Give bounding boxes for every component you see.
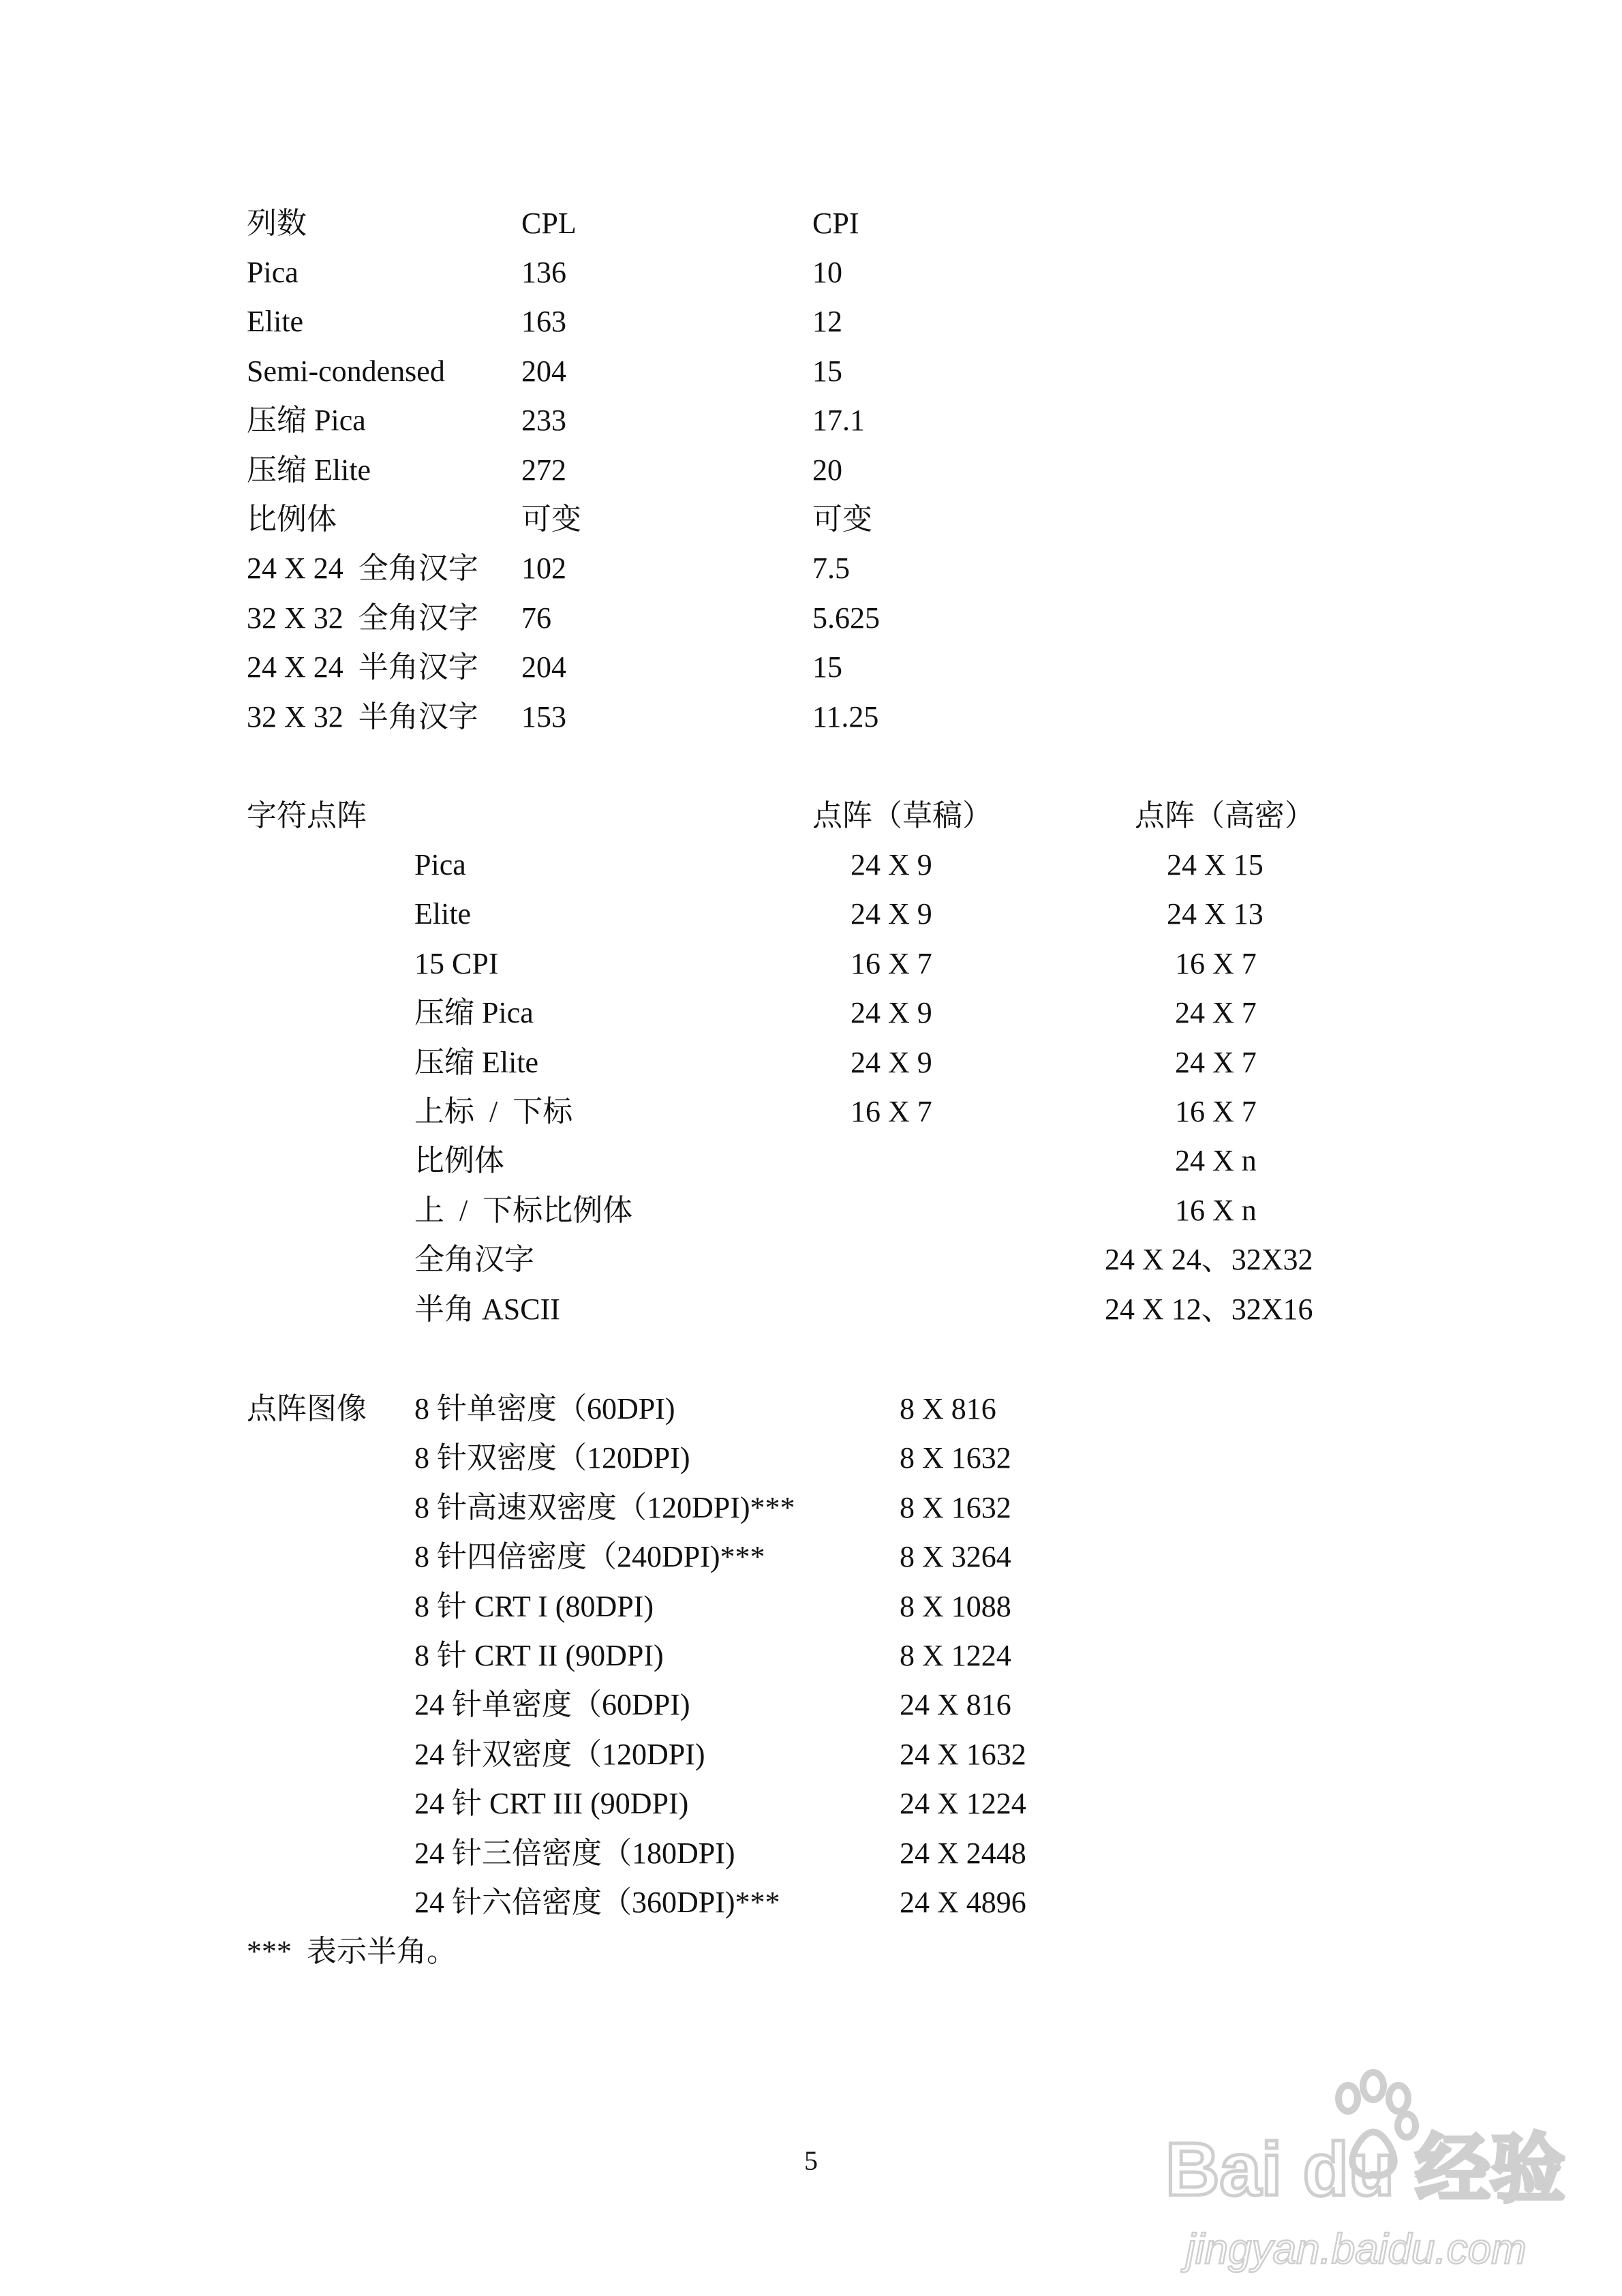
columns-row-label: 32 X 32 全角汉字	[247, 601, 478, 635]
cpi-value: 11.25	[812, 699, 879, 734]
columns-row-label: 比例体	[247, 502, 337, 536]
image-mode-label: 8 针 CRT I (80DPI)	[414, 1589, 654, 1623]
image-resolution-value: 8 X 816	[900, 1392, 996, 1425]
image-resolution-value: 8 X 3264	[900, 1540, 1011, 1574]
image-resolution-value: 8 X 1224	[900, 1639, 1011, 1672]
matrix-row-label: 半角 ASCII	[414, 1292, 560, 1326]
draft-matrix-value: 16 X 7	[851, 1095, 932, 1128]
hd-matrix-value: 16 X n	[1175, 1193, 1257, 1227]
matrix-row-label: 压缩 Pica	[414, 996, 534, 1030]
hd-matrix-value: 24 X 7	[1175, 996, 1257, 1030]
image-resolution-value: 24 X 816	[900, 1688, 1011, 1722]
draft-matrix-value: 24 X 9	[851, 996, 932, 1030]
hd-matrix-value: 16 X 7	[1175, 1095, 1257, 1128]
matrix-row-label: 比例体	[414, 1144, 504, 1178]
cpi-value: 12	[812, 305, 842, 339]
image-resolution-value: 24 X 4896	[900, 1886, 1026, 1919]
cpl-value: 272	[521, 453, 566, 487]
image-mode-label: 24 针单密度（60DPI)	[414, 1688, 690, 1722]
hd-matrix-value: 24 X 12、32X16	[1105, 1292, 1313, 1326]
image-resolution-value: 24 X 1632	[900, 1737, 1026, 1771]
columns-row-label: Elite	[247, 305, 304, 339]
cpl-value: 76	[521, 601, 551, 635]
cpl-value: 204	[521, 650, 566, 684]
image-resolution-value: 8 X 1632	[900, 1490, 1011, 1524]
image-mode-label: 8 针四倍密度（240DPI)***	[414, 1540, 765, 1574]
columns-row-label: 压缩 Pica	[247, 404, 366, 438]
matrix-row-label: 压缩 Elite	[414, 1045, 539, 1079]
hd-matrix-value: 16 X 7	[1175, 946, 1257, 980]
draft-matrix-header: 点阵（草稿）	[812, 799, 992, 832]
hd-matrix-value: 24 X 7	[1175, 1045, 1257, 1079]
columns-row-label: Pica	[247, 256, 299, 289]
cpi-value: 20	[812, 453, 842, 487]
image-mode-label: 8 针双密度（120DPI)	[414, 1441, 690, 1475]
hd-matrix-header: 点阵（高密）	[1135, 799, 1315, 832]
svg-text:Bai du 经验: Bai du 经验	[1165, 2128, 1565, 2211]
cpl-value: 102	[521, 552, 566, 586]
image-mode-label: 24 针三倍密度（180DPI)	[414, 1836, 735, 1870]
image-resolution-value: 8 X 1088	[900, 1589, 1011, 1623]
hd-matrix-value: 24 X 24、32X32	[1105, 1243, 1313, 1277]
image-mode-label: 8 针 CRT II (90DPI)	[414, 1639, 664, 1672]
draft-matrix-value: 16 X 7	[851, 946, 932, 980]
columns-row-label: 压缩 Elite	[247, 453, 371, 487]
cpi-value: 15	[812, 354, 842, 388]
footnote: *** 表示半角。	[247, 1935, 457, 1968]
matrix-row-label: 15 CPI	[414, 946, 499, 980]
cpl-value: 204	[521, 354, 566, 388]
columns-row-label: 24 X 24 半角汉字	[247, 650, 478, 684]
hd-matrix-value: 24 X 13	[1167, 897, 1264, 931]
matrix-title: 字符点阵	[247, 799, 367, 832]
image-mode-label: 24 针六倍密度（360DPI)***	[414, 1886, 780, 1919]
cpi-header: CPI	[812, 207, 859, 240]
cpl-value: 153	[521, 699, 566, 734]
cpi-value: 可变	[812, 502, 872, 536]
image-title: 点阵图像	[247, 1392, 367, 1425]
cpi-value: 5.625	[812, 601, 880, 635]
columns-row-label: Semi-condensed	[247, 354, 445, 388]
image-resolution-value: 8 X 1632	[900, 1441, 1011, 1475]
svg-text:jingyan.baidu.com: jingyan.baidu.com	[1186, 2226, 1527, 2273]
draft-matrix-value: 24 X 9	[851, 848, 932, 881]
cpi-value: 17.1	[812, 404, 865, 438]
hd-matrix-value: 24 X n	[1175, 1144, 1257, 1178]
baidu-jingyan-watermark	[1152, 2059, 1588, 2284]
image-mode-label: 24 针双密度（120DPI)	[414, 1737, 705, 1771]
cpi-value: 15	[812, 650, 842, 684]
cpl-header: CPL	[521, 207, 577, 240]
cpi-value: 7.5	[812, 552, 850, 586]
matrix-row-label: Elite	[414, 897, 472, 931]
image-mode-label: 24 针 CRT III (90DPI)	[414, 1787, 689, 1821]
cpl-value: 163	[521, 305, 566, 339]
page-number: 5	[804, 2145, 818, 2176]
columns-header-label: 列数	[247, 207, 307, 240]
matrix-row-label: Pica	[414, 848, 466, 881]
baidu-paw-logo-icon	[1152, 2059, 1588, 2284]
matrix-row-label: 上 / 下标比例体	[414, 1193, 633, 1227]
cpl-value: 136	[521, 256, 566, 289]
cpi-value: 10	[812, 256, 842, 289]
image-resolution-value: 24 X 2448	[900, 1836, 1026, 1870]
matrix-row-label: 上标 / 下标	[414, 1095, 573, 1128]
draft-matrix-value: 24 X 9	[851, 897, 932, 931]
columns-row-label: 24 X 24 全角汉字	[247, 552, 478, 586]
hd-matrix-value: 24 X 15	[1167, 848, 1264, 881]
image-resolution-value: 24 X 1224	[900, 1787, 1026, 1821]
draft-matrix-value: 24 X 9	[851, 1045, 932, 1079]
image-mode-label: 8 针高速双密度（120DPI)***	[414, 1490, 795, 1524]
columns-row-label: 32 X 32 半角汉字	[247, 699, 478, 734]
matrix-row-label: 全角汉字	[414, 1243, 534, 1277]
cpl-value: 可变	[521, 502, 581, 536]
image-mode-label: 8 针单密度（60DPI)	[414, 1392, 675, 1425]
cpl-value: 233	[521, 404, 566, 438]
